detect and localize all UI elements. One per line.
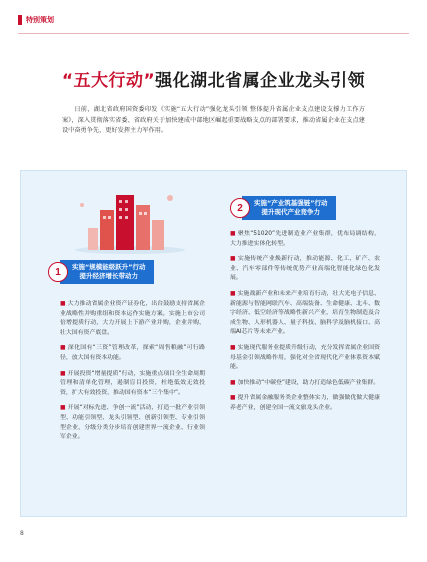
bullet-icon: ■ (60, 405, 66, 412)
section2-label (242, 196, 336, 220)
list-item: ■ 深化国有“三资”管理改革，探索“周售粮融”可行路径，放大国有资本功能。 (60, 345, 205, 361)
section2-number: 2 (230, 198, 250, 218)
section1-heading (48, 260, 154, 284)
list-item: ■ 大力推动省属企业资产证券化，出台鼓励支持省属企业战略性并购重组和资本运作实施方案，实施上市公司倍增提质行动，大力开展上下游产业并购，企业并购，壮大国有资产底盘。 (60, 301, 205, 336)
top-divider (18, 33, 409, 34)
section-tag-bar (18, 15, 22, 25)
section1-line2: 提升经济增长带动力 (79, 272, 139, 280)
section2-body (230, 230, 380, 420)
section1-label (60, 260, 154, 284)
section2-heading (230, 196, 336, 220)
title-quoted: “五大行动” (61, 71, 156, 91)
bullet-icon: ■ (60, 345, 66, 352)
list-item: ■ 加快推动“中碳登”建设，助力打造绿色低碳产业集群。 (230, 379, 380, 386)
bullet-icon: ■ (230, 395, 236, 402)
section1-number: 1 (48, 262, 68, 282)
bullet-icon: ■ (230, 290, 236, 297)
list-item: ■ 实施战新产业和未来产业培育行动，壮大光电子信息、新能源与智能网联汽车、高端装备、生命健康、北斗、数字经济、低空经济等战略性新兴产业，培育生物制造及合成生物、人形机器人、量子科技、脑科学及脑机接口、高端AI芯片等未来产业。 (230, 290, 380, 336)
bullet-icon: ■ (60, 301, 66, 307)
list-item: ■ 提升省属金融服务类企业整体实力，做强做优做大健康养老产业，创建全国一流文旅龙头企业。 (230, 395, 380, 411)
section1-line1: 实施“规模能级跃升”行动 (72, 263, 146, 271)
bullet-icon: ■ (230, 344, 236, 351)
page-number: 8 (20, 530, 24, 537)
section-tag (18, 15, 54, 25)
list-item: ■ 聚焦“51020”先进制造业产业集群，优布局调结构，大力推进实体化转型。 (230, 231, 380, 247)
section-label: 特别策划 (26, 16, 54, 24)
section2-line1: 实施“产业筑基强链”行动 (254, 199, 328, 207)
list-item: ■ 实施传统产业焕新行动，推动能源、化工、矿产、农业、汽车零部件等传统优势产业高端化智能化绿色化发展。 (230, 256, 380, 282)
section2-line2: 提升现代产业竞争力 (261, 208, 321, 216)
bullet-icon: ■ (230, 256, 236, 263)
page-title (0, 66, 427, 91)
section1-body (60, 300, 205, 449)
bullet-icon: ■ (60, 370, 66, 377)
bullet-icon: ■ (230, 379, 236, 386)
list-item: ■ 开展“对标先进、争创一流”活动，打造一批产业引领型、功能引领型、龙头引领型、创新引领型、专业引领型企业，分级分类分步培育创建世界一流企业、行业领军企业。 (60, 405, 205, 441)
list-item: ■ 开展投资“增量提质”行动，实施重点项目全生命周期管理和清单化管理，遏制盲目投资，杜绝低效无效投资，扩大有效投资，推动国有资本“三个集中”。 (60, 370, 205, 396)
city-illustration-icon (70, 180, 190, 255)
intro-paragraph: 日前，湖北省政府国资委印发《实施“五大行动”强化龙头引领 整体提升省属企业支点建设支撑力工作方案》，深入贯彻落实省委、省政府关于加快建成中部地区崛起重要战略支点的部署要求，推动省属企业在支点建设中奋勇争先，更好发挥主力军作用。 (62, 106, 365, 134)
list-item: ■ 实施现代服务业提质升级行动，充分发挥省属企业国资母基金引领战略作用，强化对全省现代化产业体系资本赋能。 (230, 344, 380, 371)
bullet-icon: ■ (230, 231, 236, 237)
title-rest: 强化湖北省属企业龙头引领 (155, 71, 366, 91)
